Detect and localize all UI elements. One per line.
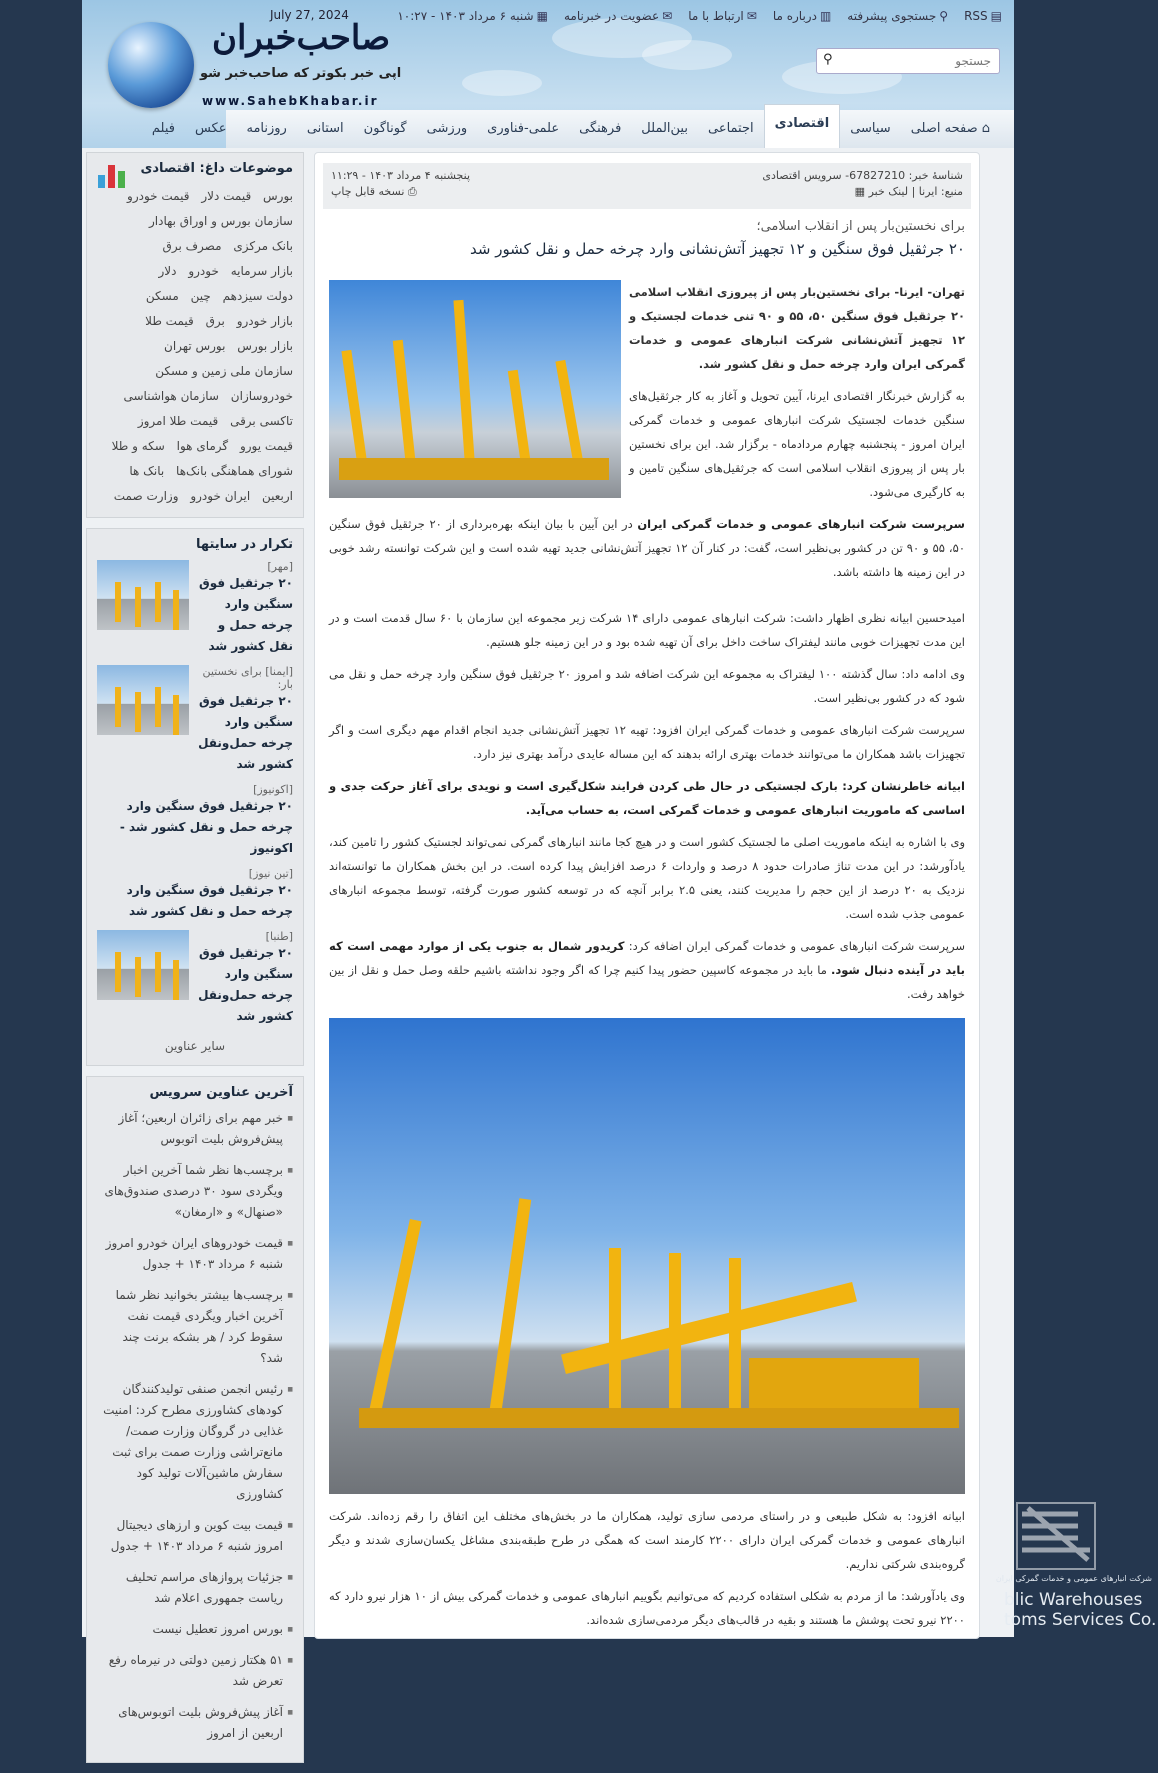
watermark-fa: شرکت انبارهای عمومی و خدمات گمرکی ایران (995, 1574, 1152, 1583)
article-paragraph-4: وی ادامه داد: سال گذشته ۱۰۰ لیفتراک به مجموعه این شرکت اضافه شد و امروز ۲۰ جرثقیل فوق سنگین وارد چرخه حمل و نقل می شود که در کشور بی‌نظیر است. (329, 667, 965, 705)
latest-item[interactable]: ■ قیمت بیت کوین و ارزهای دیجیتال امروز شنبه ۶ مرداد ۱۴۰۳ + جدول (97, 1515, 293, 1557)
hot-topic-tag[interactable]: سازمان ملی زمین و مسکن (155, 364, 293, 378)
repeat-item-thumbnail[interactable] (97, 930, 189, 1000)
topbar-link-5 (397, 9, 548, 23)
globe-logo-icon (108, 22, 194, 108)
latest-item[interactable]: ■ برچسب‌ها نظر شما آخرین اخبار ویگردی سود ۳۰ درصدی صندوق‌های «صنهال» و «ارمغان» (97, 1160, 293, 1223)
topbar-label[interactable]: ارتباط با ما (688, 9, 744, 23)
nav-item-10[interactable] (236, 110, 296, 148)
nav-item-12[interactable] (142, 110, 185, 148)
repeat-item-title[interactable]: ۲۰ جرثقیل فوق سنگین وارد چرخه حمل و نقل کشور شد (199, 576, 293, 653)
repeat-item-source: [ایمنا] برای نخستین بار: (202, 665, 293, 691)
article-paragraph-3: امیدحسین ابیانه نظری اظهار داشت: شرکت انبارهای عمومی دارای ۱۴ شرکت زیر مجموعه این سازمان با ۶۰ سال قدمت است و در این مدت تجهیزات خوبی مانند لیفتراک ساخت داخل برای آن تهیه شده بود و در این زمینه جلو هستیم. (329, 611, 965, 649)
article-paragraph-9: ابیانه افزود: به شکل طبیعی و در راستای مردمی سازی تولید، همکاران ما در بخش‌های مختلف این اتفاق را رقم زده‌اند. شرکت انبارهای عمومی و خدمات گمرکی ایران دارای ۲۲۰۰ کارمند است که همگی در طرح طبقه‌بندی مشاغل یکسان‌سازی شدند و دیگر گروه‌بندی شرکتی نداریم. (329, 1509, 966, 1571)
article-paragraph-5: سرپرست شرکت انبارهای عمومی و خدمات گمرکی ایران افزود: تهیه ۱۲ تجهیز آتش‌نشانی جدید انجام اقدام مهم دیگری است و اگر تجهیزات باشد همکاران ما می‌توانند خدمات بهتری ارائه بدهند که این مساله عایدی درآمد بهتری نیز دارد. (329, 723, 965, 761)
repeat-item[interactable] (97, 783, 293, 859)
search-icon[interactable]: ⚲ (823, 52, 833, 67)
search-icon: ⚲ (939, 9, 949, 23)
nav-item-0[interactable] (901, 110, 1000, 148)
nav-label[interactable]: علمی-فناوری (487, 121, 560, 136)
link-icon: ▦ (854, 185, 866, 198)
repeat-item-text (197, 930, 293, 1027)
repeat-item-thumbnail[interactable] (97, 665, 189, 735)
article-paragraph-8-bold: کریدور شمال به جنوب یکی از موارد مهمی است که باید در آینده دنبال شود. (329, 939, 965, 977)
hot-topics-box (86, 152, 304, 518)
hot-topic-tag[interactable]: بانک ها (129, 464, 165, 478)
latest-item[interactable]: ■ ۵۱ هکتار زمین دولتی در نیرماه رفع تعرض شد (97, 1650, 293, 1692)
latest-item[interactable]: ■ قیمت خودروهای ایران خودرو امروز شنبه ۶ مرداد ۱۴۰۳ + جدول (97, 1233, 293, 1275)
hot-topic-tag[interactable]: بازار بورس (237, 339, 293, 353)
nav-label[interactable]: روزنامه (246, 121, 287, 136)
site-logo-title[interactable]: صاحب‌خبران (212, 18, 391, 58)
repeat-item[interactable] (97, 867, 293, 922)
article-paragraph-2-text: در این آیین با بیان اینکه بهره‌برداری از ۲۰ جرثقیل فوق سنگین ۵۰، ۵۵ و ۹۰ تن در کشور بی‌نظیر است، گفت: در کنار آن ۱۲ تجهیز آتش‌نشانی جدید تهیه شده است و این شرکت توانسته رشد خوبی در این زمینه ها داشته باشد. (329, 517, 965, 579)
watermark-en-2: toms Services Co. (1004, 1610, 1157, 1630)
hot-topic-tag[interactable]: قیمت یورو (239, 439, 293, 453)
hot-topic-tag[interactable]: برق (205, 314, 225, 328)
nav-item-2[interactable] (764, 104, 841, 149)
hot-topic-tag[interactable]: قیمت خودرو (127, 189, 190, 203)
article-paragraph-8-b: ما باید در مجموعه کاسپین حضور پیدا کنیم چرا که اگر وجود نداشته باشیم حلقه وصل حمل و نقل از بین خواهد رفت. (329, 963, 965, 1001)
latest-box (86, 1076, 304, 1763)
hot-topic-tag[interactable]: بازار سرمایه (230, 264, 293, 278)
hot-topic-tag[interactable]: قیمت طلا امروز (137, 414, 219, 428)
nav-item-3[interactable] (698, 110, 764, 148)
repeat-item-title[interactable]: ۲۰ جرثقیل فوق سنگین وارد چرخه حمل‌ونقل کشور شد (198, 694, 293, 771)
news-date: پنجشنبه ۴ مرداد ۱۴۰۳ - ۱۱:۲۹ (331, 169, 471, 182)
nav-label[interactable]: اجتماعی (707, 121, 754, 136)
repeat-item-thumbnail[interactable] (97, 560, 189, 630)
hot-topic-tag[interactable]: بازار خودرو (236, 314, 293, 328)
repeat-item-title[interactable]: ۲۰ جرثقیل فوق سنگین وارد چرخه حمل‌ونقل کشور شد (198, 946, 293, 1023)
site-logo-tagline: اپی خبر بکوتر که صاحب‌خبر شو (200, 66, 402, 81)
hot-topics-title: موضوعات داغ: اقتصادی (140, 161, 293, 176)
nav-item-1[interactable] (840, 110, 901, 148)
hot-topic-tag[interactable]: بورس تهران (164, 339, 226, 353)
search-box (816, 48, 1000, 74)
nav-item-11[interactable] (185, 110, 237, 148)
topbar-label: شنبه ۶ مرداد ۱۴۰۳ - ۱۰:۲۷ (397, 9, 534, 23)
article-body (329, 280, 965, 1632)
nav-item-6[interactable] (477, 110, 569, 148)
article-paragraph-2-bold: سرپرست شرکت انبارهای عمومی و خدمات گمرکی ایران (637, 517, 965, 531)
article-pretitle: برای نخستین‌بار پس از انقلاب اسلامی؛ (756, 219, 965, 234)
nav-label[interactable]: عکس (194, 121, 227, 136)
nav-item-5[interactable] (569, 110, 631, 148)
hot-topic-tag[interactable]: بانک مرکزی (233, 239, 293, 253)
topbar-label[interactable]: RSS (964, 9, 988, 23)
article-paragraph-1: به گزارش خبرنگار اقتصادی ایرنا، آیین تحویل و آغاز به کار جرثقیل‌های سنگین خدمات لجستیک شرکت انبارهای عمومی و خدمات گمرکی ایران امروز - پنجشنبه چهارم مردادماه - برگزار شد. این برای نخستین بار پس از پیروزی انقلاب اسلامی است که جرثقیل‌های سنگین تامین و به کارگیری می‌شود. (629, 389, 965, 499)
main-nav (151, 110, 1014, 148)
topbar-link-4[interactable] (564, 9, 672, 23)
topbar-label[interactable]: جستجوی پیشرفته (847, 9, 937, 23)
english-date: July 27, 2024 (270, 8, 349, 22)
site-header (82, 0, 1014, 148)
nav-label[interactable]: ورزشی (426, 121, 468, 136)
page (82, 0, 1014, 1740)
topbar-link-0[interactable] (964, 9, 1002, 23)
company-watermark (995, 1490, 1158, 1637)
latest-title: آخرین عناوین سرویس (149, 1085, 293, 1100)
hot-topic-tag[interactable]: خودرو (188, 264, 219, 278)
home-icon: ⌂ (977, 121, 990, 136)
repeat-item-source: [اکونیوز] (253, 783, 293, 796)
rss-icon: ▤ (990, 9, 1002, 23)
article-paragraph-7: وی با اشاره به اینکه ماموریت اصلی ما لجستیک کشور است و در هیچ کجا مانند انبارهای گمرکی نمی‌تواند لجستیک کشور را تامین کند، یادآورشد: در این مدت تناژ صادرات حدود ۸ درصد و واردات ۶ درصد افزایش پیدا کرده است. در این بخش همکاران ما توانسته‌اند نزدیک به ۲۰ درصد از این حجم را مدیریت کنند، یعنی ۲.۵ برابر آنچه که در توسعه کشور صورت گرفته، توسط مجموعه انبارهای عمومی جذب شده است. (329, 835, 966, 921)
repeat-item-text (97, 867, 293, 922)
repeat-item-text (197, 560, 293, 657)
topbar-link-3[interactable] (688, 9, 757, 23)
article-image-cranes (329, 280, 621, 498)
news-source[interactable] (855, 185, 963, 198)
hot-topic-tag[interactable]: مسکن (145, 289, 179, 303)
latest-item[interactable]: ■ آغاز پیش‌فروش بلیت اتوبوس‌های اربعین از امروز (97, 1702, 293, 1744)
envelope-icon: ✉ (662, 9, 673, 23)
latest-item[interactable]: ■ خبر مهم برای زائران اربعین؛ آغاز پیش‌فروش بلیت اتوبوس (97, 1108, 293, 1150)
hot-topic-tag[interactable]: سکه و طلا (111, 439, 165, 453)
hot-topic-tag[interactable]: بورس (263, 189, 293, 203)
repeat-item[interactable] (97, 560, 293, 657)
repeat-item-title[interactable]: ۲۰ جرثقیل فوق سنگین وارد چرخه حمل و نقل کشور شد - اکونیوز (119, 799, 293, 855)
repeat-item[interactable] (97, 665, 293, 775)
site-logo-url: www.SahebKhabar.ir (202, 94, 379, 108)
topbar-link-1[interactable] (847, 9, 948, 23)
nav-label[interactable]: بین‌الملل (641, 121, 688, 136)
nav-label[interactable]: گوناگون (363, 121, 407, 136)
repeat-item-source: [مهر] (267, 560, 293, 573)
article-lead: تهران- ایرنا- برای نخستین‌بار پس از پیروزی انقلاب اسلامی ۲۰ جرثقیل فوق سنگین ۵۰، ۵۵ و ۹۰ تنی خدمات لجستیک و ۱۲ تجهیز آتش‌نشانی شرکت انبارهای عمومی و خدمات گمرکی ایران وارد چرخه حمل و نقل کشور شد. (629, 285, 965, 371)
repeat-item-source: [طنبا] (265, 930, 293, 943)
latest-item[interactable]: ■ بورس امروز تعطیل نیست (97, 1619, 293, 1640)
nav-item-8[interactable] (354, 110, 417, 148)
nav-label[interactable]: فرهنگی (579, 121, 622, 136)
repeat-item-source: [تین نیوز] (248, 867, 293, 880)
article-paragraph-10: وی یادآورشد: ما از مردم به شکلی استفاده کردیم که می‌توانیم بگوییم انبارهای عمومی و خدمات گمرکی بیش از ۱۰ هزار نیرو دارد که ۲۲۰۰ نیرو تحت پوشش ما هستند و بقیه در قالب‌های دیگر مردمی‌سازی شده‌اند. (329, 1589, 965, 1627)
hot-topic-tag[interactable]: سازمان هواشناسی (123, 389, 219, 403)
calendar-icon: ▦ (536, 9, 548, 23)
repeat-title: تکرار در سایتها (196, 537, 293, 552)
hot-topic-tag[interactable]: گرمای هوا (176, 439, 229, 453)
article-panel (314, 152, 980, 1639)
article-meta (323, 163, 971, 209)
topbar-label[interactable]: عضویت در خبرنامه (563, 9, 660, 23)
topbar-link-2[interactable] (773, 9, 831, 23)
nav-item-9[interactable] (297, 110, 354, 148)
latest-item[interactable]: ■ جزئیات پروازهای مراسم تحلیف ریاست جمهوری اعلام شد (97, 1567, 293, 1609)
hot-topics-tags (97, 184, 293, 509)
printer-icon: ⎙ (407, 185, 417, 198)
article-title: ۲۰ جرثقیل فوق سنگین و ۱۲ تجهیز آتش‌نشانی وارد چرخه حمل و نقل کشور شد (469, 240, 965, 258)
hot-topic-tag[interactable]: دولت سیزدهم (222, 289, 293, 303)
article-paragraph-6: ابیانه خاطرنشان کرد: بارک لجستیکی در حال طی کردن فرایند شکل‌گیری است و نویدی برای آغاز حرکت جدی و اساسی که ماموریت انبارهای عمومی و خدمات گمرکی است، به حساب می‌آید. (329, 779, 965, 817)
hot-topic-tag[interactable]: قیمت طلا (145, 314, 194, 328)
hot-topic-tag[interactable]: تاکسی برقی (230, 414, 293, 428)
other-titles-link[interactable]: سایر عناوین (164, 1039, 226, 1053)
repeat-item-text (97, 783, 293, 859)
hot-topic-tag[interactable]: مصرف برق (162, 239, 222, 253)
search-input[interactable] (839, 49, 993, 73)
sidebar (86, 152, 304, 1773)
nav-item-4[interactable] (631, 110, 698, 148)
topbar-label[interactable]: درباره‌ ما (772, 9, 817, 23)
article-paragraph-8-a: سرپرست شرکت انبارهای عمومی و خدمات گمرکی ایران اضافه کرد: (624, 939, 965, 953)
article-paragraph-2 (329, 512, 965, 584)
mail-icon: ✉ (746, 9, 757, 23)
latest-item[interactable]: ■ برچسب‌ها بیشتر بخوانید نظر شما آخرین اخبار ویگردی قیمت نفت سقوط کرد / هر بشکه برنت چند شد؟ (97, 1285, 293, 1369)
hot-topic-tag[interactable]: دلار (158, 264, 177, 278)
nav-label[interactable]: فیلم (151, 121, 175, 136)
nav-item-7[interactable] (417, 110, 478, 148)
latest-item[interactable]: ■ رئیس انجمن صنفی تولیدکنندگان کودهای کشاورزی مطرح کرد: امنیت غذایی در گروگان وزارت صمت/ مانع‌تراشی وزارت صمت برای ثبت سفارش ماشین‌آلات تولید کود کشاورزی (97, 1379, 293, 1505)
hot-topic-tag[interactable]: چین (190, 289, 211, 303)
article-image-cranes-large (329, 1018, 965, 1494)
hot-topic-tag[interactable]: قیمت دلار (201, 189, 252, 203)
nav-label[interactable]: صفحه اصلی (910, 121, 978, 136)
latest-list (97, 1108, 293, 1744)
warehouse-logo-icon (1016, 1502, 1096, 1570)
hot-topic-tag[interactable]: شورای هماهنگی بانک‌ها (176, 464, 293, 478)
article-paragraph-8 (329, 934, 965, 1006)
nav-label[interactable]: استانی (306, 121, 344, 136)
news-source-text[interactable]: منبع: ایرنا | لینک خبر (868, 185, 963, 198)
print-link[interactable] (331, 185, 417, 199)
hot-topic-tag[interactable]: سازمان بورس و اوراق بهادار (148, 214, 293, 228)
nav-label[interactable]: اقتصادی (774, 115, 830, 131)
repeat-item[interactable] (97, 930, 293, 1027)
watermark-en-1: blic Warehouses (1004, 1590, 1143, 1610)
repeat-box (86, 528, 304, 1066)
hot-topic-tag[interactable]: اربعین (261, 489, 293, 503)
repeat-item-text (197, 665, 293, 775)
news-id: شناسهٔ خبر: 67827210- سرویس اقتصادی (762, 169, 963, 182)
hot-topic-tag[interactable]: ایران خودرو (190, 489, 251, 503)
book-icon: ▥ (819, 9, 832, 23)
print-label[interactable]: نسخه قابل چاپ (331, 185, 405, 198)
hot-topic-tag[interactable]: خودروسازان (230, 389, 293, 403)
hot-topic-tag[interactable]: وزارت صمت (113, 489, 179, 503)
repeat-item-title[interactable]: ۲۰ جرثقیل فوق سنگین وارد چرخه حمل و نقل کشور شد (126, 883, 293, 918)
bar-chart-icon (97, 161, 127, 189)
nav-label[interactable]: سیاسی (850, 121, 891, 136)
